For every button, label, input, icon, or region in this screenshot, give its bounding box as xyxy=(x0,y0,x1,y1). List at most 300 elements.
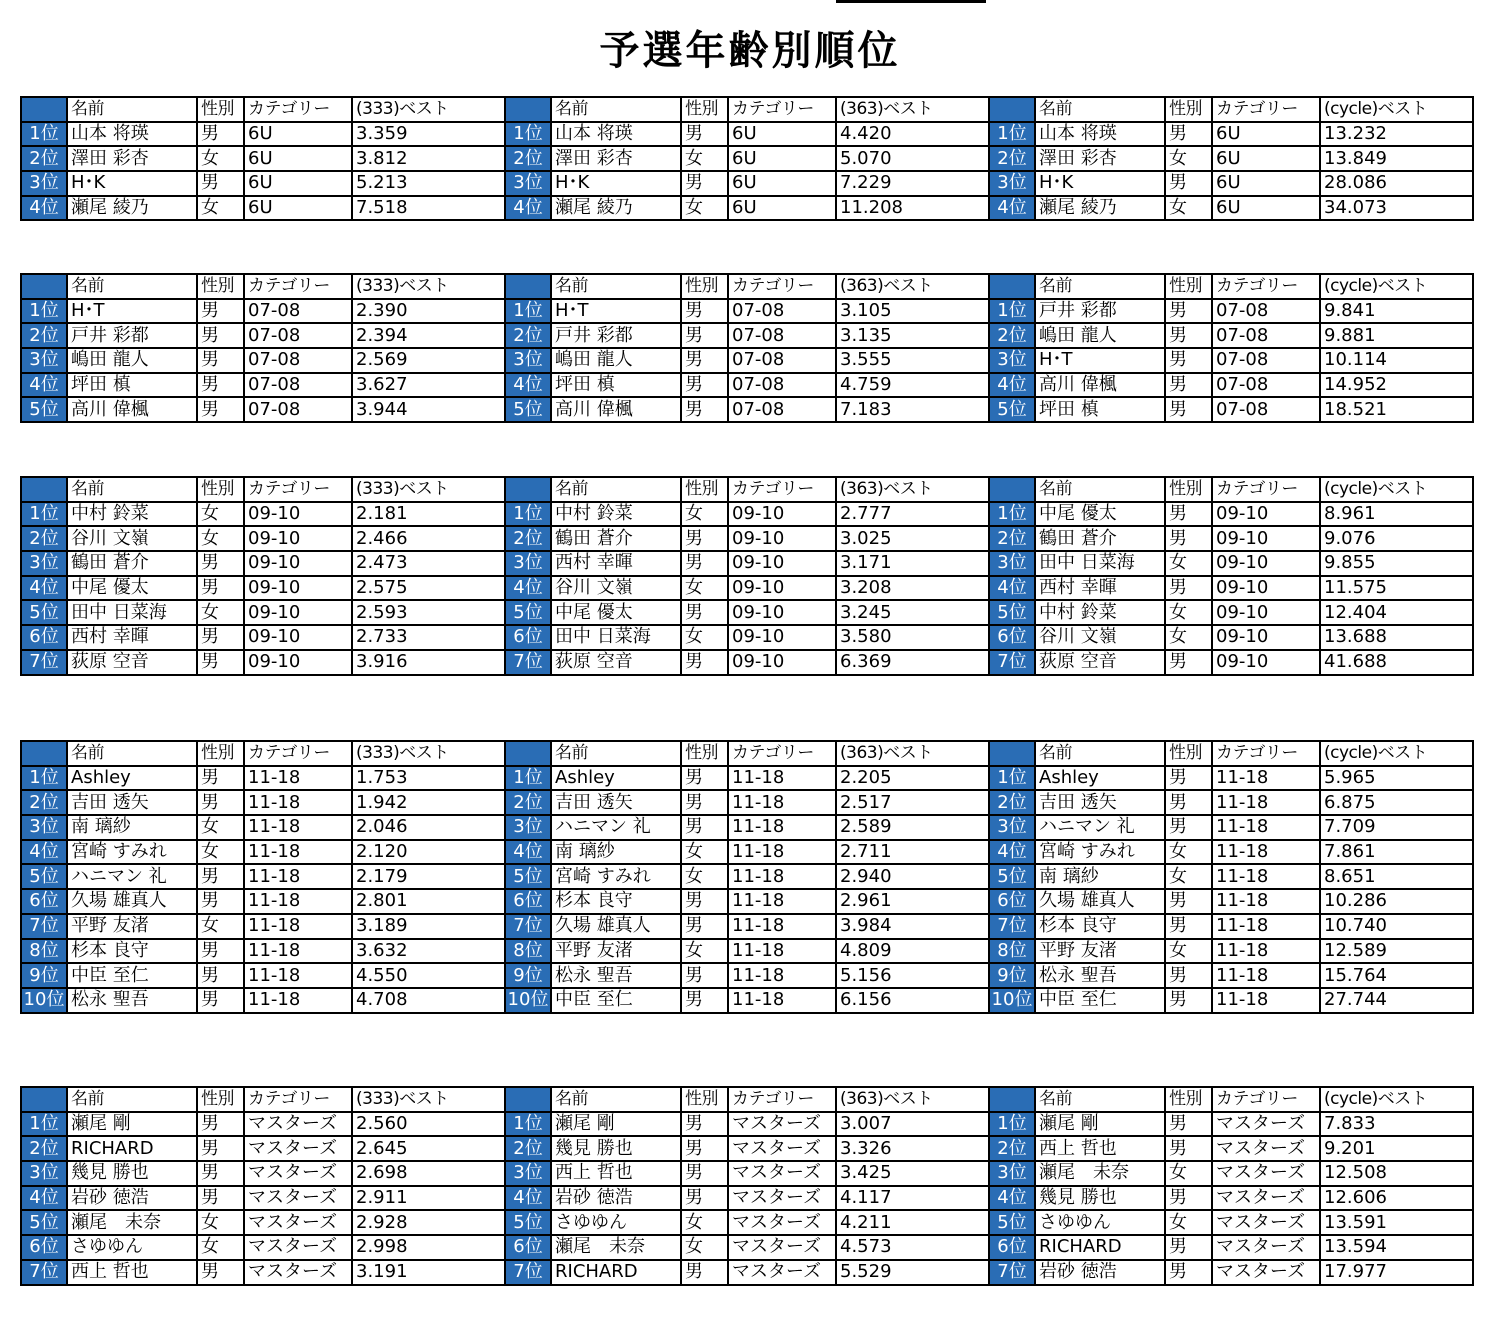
cell-rank: 1位 xyxy=(21,122,67,147)
cell-best: 3.916 xyxy=(352,650,505,675)
cell-best: 6.369 xyxy=(836,650,989,675)
cell-best: 4.117 xyxy=(836,1186,989,1211)
cell-name: 坪田 槙 xyxy=(551,373,681,398)
table-row xyxy=(21,1186,505,1211)
cell-gender: 女 xyxy=(681,576,728,601)
cell-gender: 男 xyxy=(1165,963,1212,988)
cell-rank: 3位 xyxy=(989,171,1035,196)
table-row xyxy=(505,526,989,551)
ranking-group xyxy=(20,740,1479,1014)
cell-best: 2.711 xyxy=(836,840,989,865)
ranking-table xyxy=(988,273,1474,423)
cell-category: 07-08 xyxy=(728,373,836,398)
header-rank xyxy=(989,274,1035,299)
table-header-row xyxy=(21,741,505,766)
cell-gender: 男 xyxy=(197,551,244,576)
header-gender: 性別 xyxy=(1165,477,1212,502)
cell-rank: 2位 xyxy=(505,526,551,551)
cell-category: 09-10 xyxy=(728,526,836,551)
cell-category: 11-18 xyxy=(1212,766,1320,791)
cell-category: 11-18 xyxy=(728,766,836,791)
cell-name: ハニマン 礼 xyxy=(67,864,197,889)
cell-name: 鶴田 蒼介 xyxy=(551,526,681,551)
cell-best: 3.245 xyxy=(836,600,989,625)
table-row xyxy=(505,348,989,373)
cell-name: 嶋田 龍人 xyxy=(1035,323,1165,348)
cell-name: 吉田 透矢 xyxy=(67,790,197,815)
cell-category: 09-10 xyxy=(244,600,352,625)
cell-category: 11-18 xyxy=(244,939,352,964)
table-row xyxy=(505,914,989,939)
cell-gender: 男 xyxy=(681,889,728,914)
cell-name: 田中 日菜海 xyxy=(1035,551,1165,576)
header-rank xyxy=(505,1087,551,1112)
cell-best: 3.171 xyxy=(836,551,989,576)
cell-best: 3.326 xyxy=(836,1136,989,1161)
cell-best: 3.580 xyxy=(836,625,989,650)
cell-gender: 男 xyxy=(1165,576,1212,601)
cell-gender: 男 xyxy=(681,988,728,1013)
cell-name: 嶋田 龍人 xyxy=(551,348,681,373)
page-title: 予選年齢別順位 xyxy=(599,28,901,74)
cell-best: 12.606 xyxy=(1320,1186,1473,1211)
cell-best: 3.135 xyxy=(836,323,989,348)
table-row xyxy=(505,1186,989,1211)
table-row xyxy=(505,146,989,171)
cell-category: 09-10 xyxy=(1212,650,1320,675)
cell-name: 松永 聖吾 xyxy=(1035,963,1165,988)
cell-best: 13.594 xyxy=(1320,1235,1473,1260)
cell-category: 09-10 xyxy=(728,650,836,675)
cell-name: 谷川 文嶺 xyxy=(67,526,197,551)
cell-gender: 男 xyxy=(197,122,244,147)
table-row xyxy=(21,600,505,625)
cell-name: 中尾 優太 xyxy=(67,576,197,601)
cell-rank: 1位 xyxy=(21,299,67,324)
cell-rank: 7位 xyxy=(505,914,551,939)
ranking-group xyxy=(20,96,1479,221)
table-row xyxy=(21,397,505,422)
table-row xyxy=(21,1112,505,1137)
table-row xyxy=(21,790,505,815)
cell-category: 07-08 xyxy=(1212,323,1320,348)
table-row xyxy=(505,1235,989,1260)
table-row xyxy=(505,1112,989,1137)
cell-rank: 4位 xyxy=(505,1186,551,1211)
cell-category: 11-18 xyxy=(1212,988,1320,1013)
header-name: 名前 xyxy=(551,274,681,299)
cell-gender: 女 xyxy=(1165,146,1212,171)
cell-category: 09-10 xyxy=(728,576,836,601)
header-gender: 性別 xyxy=(1165,1087,1212,1112)
table-row xyxy=(21,864,505,889)
table-row xyxy=(989,576,1473,601)
cell-rank: 3位 xyxy=(505,1161,551,1186)
cell-category: マスターズ xyxy=(244,1112,352,1137)
cell-name: 田中 日菜海 xyxy=(551,625,681,650)
cell-category: 09-10 xyxy=(244,576,352,601)
cell-name: 岩砂 徳浩 xyxy=(551,1186,681,1211)
header-category: カテゴリー xyxy=(1212,274,1320,299)
table-header-row xyxy=(505,1087,989,1112)
cell-category: マスターズ xyxy=(1212,1235,1320,1260)
table-row xyxy=(21,840,505,865)
table-row xyxy=(21,373,505,398)
cell-rank: 3位 xyxy=(21,551,67,576)
cell-name: 鶴田 蒼介 xyxy=(1035,526,1165,551)
cell-best: 2.046 xyxy=(352,815,505,840)
cell-category: 6U xyxy=(1212,196,1320,221)
cell-rank: 4位 xyxy=(505,373,551,398)
header-name: 名前 xyxy=(1035,1087,1165,1112)
cell-name: 田中 日菜海 xyxy=(67,600,197,625)
cell-name: 山本 将瑛 xyxy=(67,122,197,147)
ranking-group xyxy=(20,273,1479,423)
cell-best: 5.213 xyxy=(352,171,505,196)
cell-name: H･T xyxy=(1035,348,1165,373)
cell-rank: 4位 xyxy=(989,196,1035,221)
table-header-row xyxy=(505,274,989,299)
ranking-table xyxy=(504,96,990,221)
table-row xyxy=(21,1210,505,1235)
cell-best: 15.764 xyxy=(1320,963,1473,988)
cell-category: マスターズ xyxy=(244,1161,352,1186)
header-gender: 性別 xyxy=(681,477,728,502)
cell-rank: 7位 xyxy=(989,1260,1035,1285)
cell-category: 07-08 xyxy=(728,348,836,373)
table-row xyxy=(989,146,1473,171)
cell-rank: 6位 xyxy=(505,1235,551,1260)
table-row xyxy=(989,625,1473,650)
header-category: カテゴリー xyxy=(1212,741,1320,766)
header-rank xyxy=(21,1087,67,1112)
table-row xyxy=(505,373,989,398)
table-row xyxy=(989,122,1473,147)
cell-name: 鶴田 蒼介 xyxy=(67,551,197,576)
cell-rank: 1位 xyxy=(989,299,1035,324)
ranking-table xyxy=(20,273,506,423)
cell-best: 10.114 xyxy=(1320,348,1473,373)
cell-name: 杉本 良守 xyxy=(1035,914,1165,939)
cell-rank: 9位 xyxy=(21,963,67,988)
table-row xyxy=(21,625,505,650)
cell-rank: 10位 xyxy=(505,988,551,1013)
cell-gender: 男 xyxy=(1165,1186,1212,1211)
header-best: (363)ベスト xyxy=(836,97,989,122)
cell-rank: 2位 xyxy=(21,146,67,171)
cell-best: 2.575 xyxy=(352,576,505,601)
cell-best: 3.984 xyxy=(836,914,989,939)
cell-gender: 男 xyxy=(681,526,728,551)
cell-best: 2.560 xyxy=(352,1112,505,1137)
cell-rank: 10位 xyxy=(989,988,1035,1013)
cell-name: 松永 聖吾 xyxy=(551,963,681,988)
cell-category: 09-10 xyxy=(728,600,836,625)
cell-rank: 3位 xyxy=(21,815,67,840)
cell-category: 09-10 xyxy=(1212,526,1320,551)
table-header-row xyxy=(21,97,505,122)
cell-best: 3.191 xyxy=(352,1260,505,1285)
cell-best: 9.855 xyxy=(1320,551,1473,576)
cell-gender: 男 xyxy=(1165,299,1212,324)
table-row xyxy=(505,397,989,422)
cell-rank: 5位 xyxy=(989,600,1035,625)
cell-gender: 男 xyxy=(197,397,244,422)
cell-best: 5.156 xyxy=(836,963,989,988)
header-category: カテゴリー xyxy=(1212,97,1320,122)
cell-name: 西上 哲也 xyxy=(1035,1136,1165,1161)
cell-name: 瀬尾 剛 xyxy=(67,1112,197,1137)
table-header-row xyxy=(989,274,1473,299)
cell-best: 2.777 xyxy=(836,502,989,527)
cell-rank: 4位 xyxy=(989,1186,1035,1211)
cell-name: 吉田 透矢 xyxy=(551,790,681,815)
cell-rank: 3位 xyxy=(989,815,1035,840)
table-row xyxy=(989,1112,1473,1137)
cell-rank: 4位 xyxy=(505,196,551,221)
cell-name: 瀬尾 剛 xyxy=(551,1112,681,1137)
cell-name: 久場 雄真人 xyxy=(1035,889,1165,914)
table-row xyxy=(21,766,505,791)
cell-gender: 男 xyxy=(1165,373,1212,398)
cell-rank: 5位 xyxy=(21,864,67,889)
cell-name: 宮崎 すみれ xyxy=(551,864,681,889)
cell-rank: 7位 xyxy=(989,914,1035,939)
cell-category: マスターズ xyxy=(728,1136,836,1161)
table-row xyxy=(989,196,1473,221)
cell-category: 07-08 xyxy=(1212,373,1320,398)
cell-category: 07-08 xyxy=(1212,348,1320,373)
cell-name: 澤田 彩杏 xyxy=(67,146,197,171)
cell-category: マスターズ xyxy=(244,1186,352,1211)
cell-rank: 5位 xyxy=(989,397,1035,422)
table-header-row xyxy=(21,1087,505,1112)
cell-best: 7.518 xyxy=(352,196,505,221)
table-row xyxy=(989,790,1473,815)
cell-gender: 女 xyxy=(681,146,728,171)
cell-category: 6U xyxy=(244,196,352,221)
table-row xyxy=(989,766,1473,791)
table-row xyxy=(989,840,1473,865)
header-name: 名前 xyxy=(551,477,681,502)
cell-category: 11-18 xyxy=(728,988,836,1013)
cell-category: 6U xyxy=(244,171,352,196)
cell-gender: 男 xyxy=(681,551,728,576)
header-category: カテゴリー xyxy=(244,741,352,766)
cell-best: 34.073 xyxy=(1320,196,1473,221)
cell-category: 11-18 xyxy=(244,889,352,914)
cell-rank: 1位 xyxy=(505,766,551,791)
cell-name: 山本 将瑛 xyxy=(551,122,681,147)
cell-name: 久場 雄真人 xyxy=(67,889,197,914)
cell-rank: 2位 xyxy=(21,790,67,815)
cell-best: 13.232 xyxy=(1320,122,1473,147)
cell-category: 09-10 xyxy=(1212,551,1320,576)
cell-name: 岩砂 徳浩 xyxy=(67,1186,197,1211)
header-gender: 性別 xyxy=(197,477,244,502)
cell-category: 11-18 xyxy=(244,914,352,939)
header-best: (333)ベスト xyxy=(352,97,505,122)
cell-rank: 5位 xyxy=(21,1210,67,1235)
cell-category: 6U xyxy=(728,146,836,171)
cell-gender: 男 xyxy=(197,373,244,398)
cell-gender: 女 xyxy=(1165,840,1212,865)
table-row xyxy=(21,171,505,196)
cell-best: 4.573 xyxy=(836,1235,989,1260)
cell-category: 11-18 xyxy=(244,864,352,889)
cell-best: 4.759 xyxy=(836,373,989,398)
cell-rank: 1位 xyxy=(21,1112,67,1137)
cell-name: 中村 鈴菜 xyxy=(1035,600,1165,625)
cell-name: H･K xyxy=(551,171,681,196)
cell-gender: 男 xyxy=(197,171,244,196)
cell-gender: 女 xyxy=(1165,625,1212,650)
table-row xyxy=(505,171,989,196)
cell-rank: 9位 xyxy=(505,963,551,988)
cell-gender: 女 xyxy=(197,196,244,221)
header-gender: 性別 xyxy=(681,1087,728,1112)
header-gender: 性別 xyxy=(197,97,244,122)
cell-best: 4.420 xyxy=(836,122,989,147)
cell-category: 07-08 xyxy=(728,323,836,348)
cell-rank: 2位 xyxy=(505,146,551,171)
header-name: 名前 xyxy=(1035,274,1165,299)
cell-rank: 1位 xyxy=(989,766,1035,791)
cell-gender: 女 xyxy=(197,914,244,939)
cell-name: 瀬尾 未奈 xyxy=(1035,1161,1165,1186)
cell-rank: 3位 xyxy=(21,1161,67,1186)
table-header-row xyxy=(505,97,989,122)
table-row xyxy=(989,373,1473,398)
table-row xyxy=(21,939,505,964)
cell-category: マスターズ xyxy=(244,1260,352,1285)
cell-gender: 男 xyxy=(681,815,728,840)
cell-gender: 男 xyxy=(197,576,244,601)
cell-rank: 9位 xyxy=(989,963,1035,988)
table-row xyxy=(21,323,505,348)
cell-category: マスターズ xyxy=(1212,1161,1320,1186)
cell-name: Ashley xyxy=(1035,766,1165,791)
cell-gender: 男 xyxy=(197,939,244,964)
cell-category: 11-18 xyxy=(728,790,836,815)
cell-rank: 1位 xyxy=(21,502,67,527)
table-header-row xyxy=(989,477,1473,502)
cell-category: 11-18 xyxy=(244,963,352,988)
cell-gender: 女 xyxy=(681,502,728,527)
table-row xyxy=(989,1210,1473,1235)
cell-gender: 男 xyxy=(197,1260,244,1285)
header-gender: 性別 xyxy=(197,741,244,766)
cell-gender: 女 xyxy=(1165,939,1212,964)
table-row xyxy=(989,650,1473,675)
cell-category: 09-10 xyxy=(244,625,352,650)
header-name: 名前 xyxy=(67,274,197,299)
header-gender: 性別 xyxy=(681,97,728,122)
cell-name: 西上 哲也 xyxy=(551,1161,681,1186)
cell-best: 5.529 xyxy=(836,1260,989,1285)
header-best: (333)ベスト xyxy=(352,1087,505,1112)
cell-best: 2.466 xyxy=(352,526,505,551)
cell-best: 3.812 xyxy=(352,146,505,171)
table-row xyxy=(505,551,989,576)
cell-best: 3.025 xyxy=(836,526,989,551)
cell-category: 11-18 xyxy=(244,790,352,815)
cell-category: 11-18 xyxy=(244,988,352,1013)
cell-category: 09-10 xyxy=(244,551,352,576)
cell-gender: 男 xyxy=(1165,650,1212,675)
table-row xyxy=(21,348,505,373)
cell-rank: 6位 xyxy=(21,625,67,650)
header-rank xyxy=(505,741,551,766)
cell-gender: 男 xyxy=(197,963,244,988)
ranking-table xyxy=(504,1086,990,1286)
cell-name: 荻原 空音 xyxy=(1035,650,1165,675)
table-row xyxy=(989,815,1473,840)
cell-gender: 男 xyxy=(681,373,728,398)
ranking-table xyxy=(988,740,1474,1014)
header-rank xyxy=(21,274,67,299)
cell-category: 11-18 xyxy=(728,840,836,865)
cell-gender: 女 xyxy=(197,1210,244,1235)
cell-category: 09-10 xyxy=(244,650,352,675)
cell-best: 10.740 xyxy=(1320,914,1473,939)
header-rank xyxy=(21,477,67,502)
cell-best: 12.508 xyxy=(1320,1161,1473,1186)
cell-name: 平野 友渚 xyxy=(551,939,681,964)
cell-rank: 5位 xyxy=(505,397,551,422)
cell-gender: 男 xyxy=(197,1136,244,1161)
cell-best: 4.809 xyxy=(836,939,989,964)
header-best: (363)ベスト xyxy=(836,274,989,299)
table-row xyxy=(505,502,989,527)
cell-name: 中尾 優太 xyxy=(551,600,681,625)
table-row xyxy=(21,1260,505,1285)
cell-best: 14.952 xyxy=(1320,373,1473,398)
cell-gender: 女 xyxy=(1165,1210,1212,1235)
cell-gender: 女 xyxy=(1165,551,1212,576)
cell-gender: 女 xyxy=(197,526,244,551)
table-row xyxy=(989,526,1473,551)
cell-rank: 5位 xyxy=(989,864,1035,889)
cell-best: 13.849 xyxy=(1320,146,1473,171)
cell-gender: 女 xyxy=(681,1235,728,1260)
cell-category: マスターズ xyxy=(244,1210,352,1235)
cell-name: 久場 雄真人 xyxy=(551,914,681,939)
cell-best: 2.569 xyxy=(352,348,505,373)
cell-best: 17.977 xyxy=(1320,1260,1473,1285)
cell-rank: 1位 xyxy=(21,766,67,791)
header-rank xyxy=(505,477,551,502)
cell-rank: 7位 xyxy=(21,1260,67,1285)
cell-gender: 女 xyxy=(1165,1161,1212,1186)
table-row xyxy=(505,815,989,840)
cell-gender: 男 xyxy=(1165,766,1212,791)
cell-name: さゆゆん xyxy=(67,1235,197,1260)
cell-best: 8.961 xyxy=(1320,502,1473,527)
cell-name: 澤田 彩杏 xyxy=(551,146,681,171)
header-gender: 性別 xyxy=(197,1087,244,1112)
table-row xyxy=(505,625,989,650)
cell-rank: 7位 xyxy=(989,650,1035,675)
header-name: 名前 xyxy=(67,1087,197,1112)
cell-gender: 男 xyxy=(681,790,728,815)
cell-best: 3.105 xyxy=(836,299,989,324)
cell-category: 09-10 xyxy=(1212,576,1320,601)
cell-rank: 1位 xyxy=(505,502,551,527)
cell-best: 2.998 xyxy=(352,1235,505,1260)
cell-name: 西村 幸暉 xyxy=(1035,576,1165,601)
cell-category: マスターズ xyxy=(728,1260,836,1285)
